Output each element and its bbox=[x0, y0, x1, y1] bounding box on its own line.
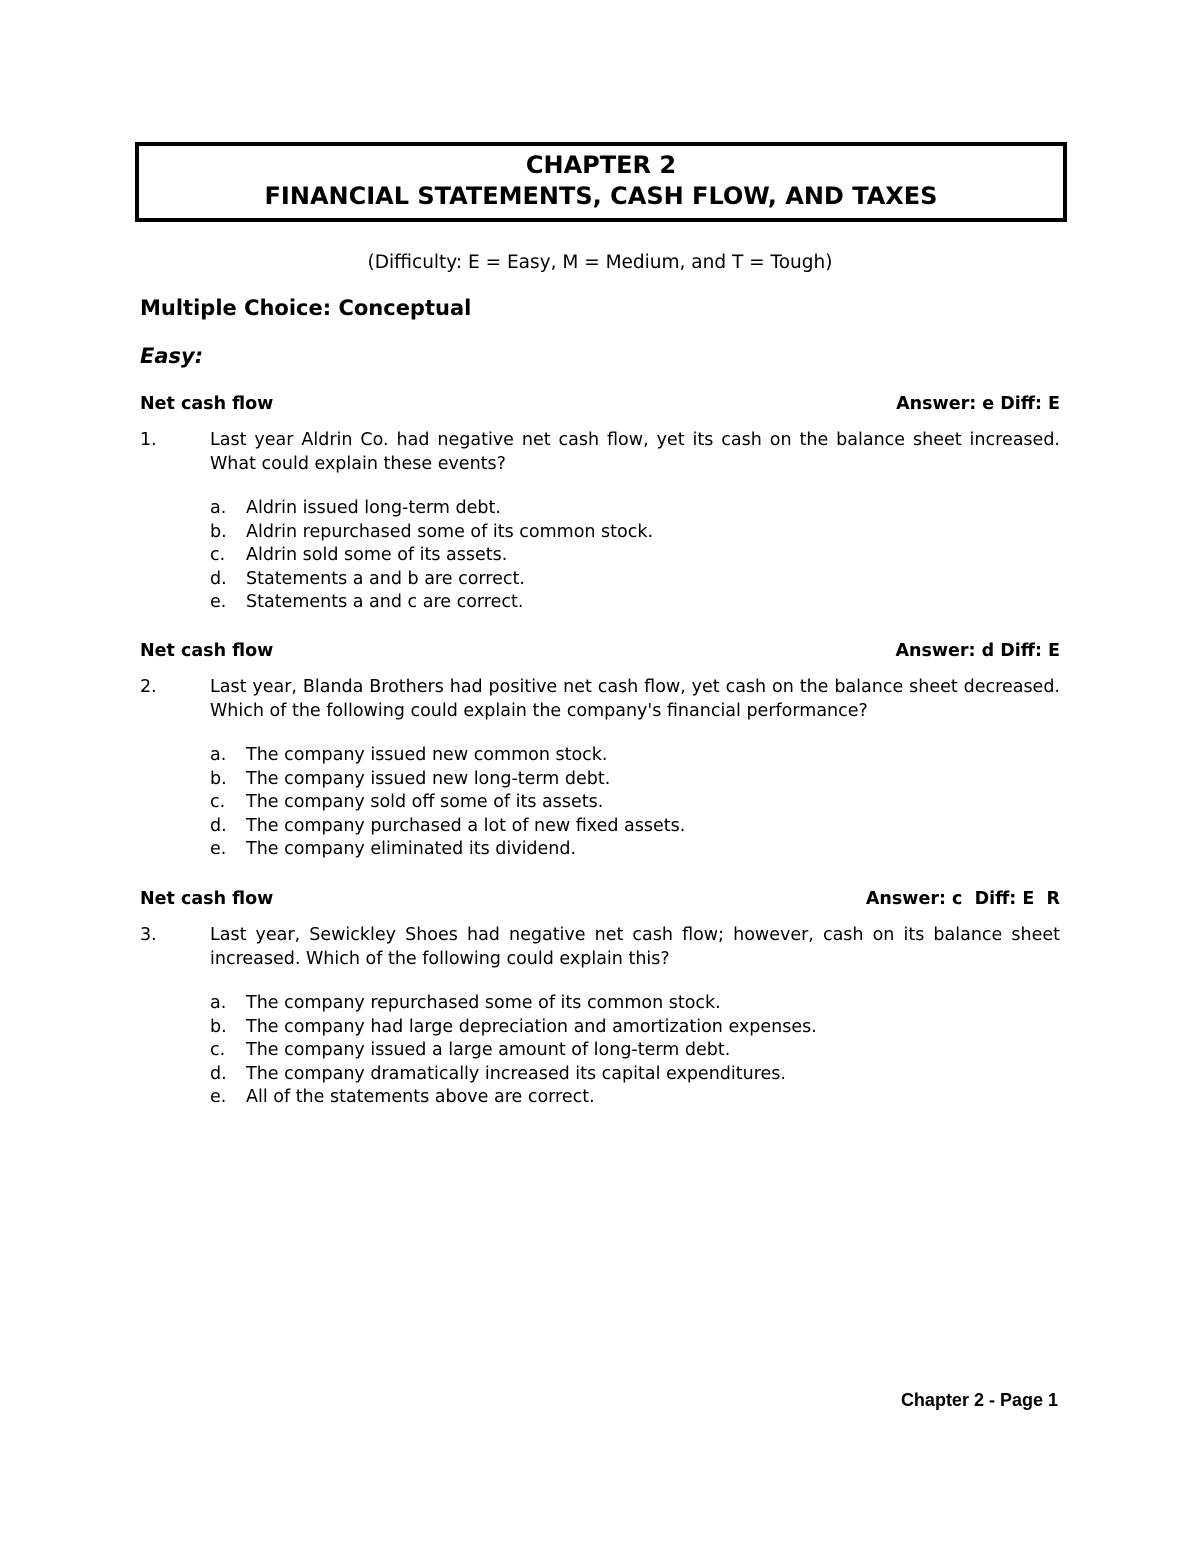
question-1 bbox=[140, 394, 1060, 615]
choice-item bbox=[210, 568, 1060, 592]
choice-text: The company eliminated its dividend. bbox=[246, 839, 577, 859]
question-topic: Net cash flow bbox=[140, 889, 274, 909]
choice-letter: c. bbox=[210, 792, 226, 812]
chapter-number: CHAPTER 2 bbox=[525, 151, 677, 179]
choice-letter: a. bbox=[210, 498, 227, 518]
choice-text: The company purchased a lot of new fixed assets. bbox=[246, 815, 686, 836]
question-body bbox=[140, 428, 1060, 476]
question-number: 1. bbox=[140, 430, 157, 450]
choice-item bbox=[210, 744, 1060, 768]
choice-letter: c. bbox=[210, 545, 226, 565]
question-body bbox=[140, 675, 1060, 723]
choice-letter: b. bbox=[210, 768, 227, 789]
chapter-title: FINANCIAL STATEMENTS, CASH FLOW, AND TAXES bbox=[264, 182, 938, 210]
choice-letter: b. bbox=[210, 521, 227, 542]
choice-item bbox=[210, 591, 1060, 615]
choice-text: The company issued new common stock. bbox=[246, 745, 608, 765]
choice-letter: e. bbox=[210, 592, 227, 612]
choice-item bbox=[210, 768, 1060, 792]
choice-item bbox=[210, 838, 1060, 862]
choice-text: The company dramatically increased its capital expenditures. bbox=[246, 1063, 786, 1084]
choice-letter: e. bbox=[210, 1087, 227, 1107]
choice-item bbox=[210, 791, 1060, 815]
choice-letter: d. bbox=[210, 1063, 227, 1084]
difficulty-legend: (Difficulty: E = Easy, M = Medium, and T = Tough) bbox=[367, 252, 833, 273]
question-text: Last year, Sewickley Shoes had negative net cash flow; however, cash on its balance sheet increased. Which of the following could explain this? bbox=[210, 925, 1060, 969]
answer-choices bbox=[210, 497, 1060, 615]
chapter-title-box bbox=[135, 142, 1067, 222]
choice-item bbox=[210, 497, 1060, 521]
difficulty-subsection: Easy: bbox=[140, 344, 204, 368]
page-footer: Chapter 2 - Page 1 bbox=[900, 1390, 1058, 1410]
choice-text: The company issued a large amount of long-term debt. bbox=[246, 1040, 731, 1060]
answer-choices bbox=[210, 992, 1060, 1110]
choice-letter: a. bbox=[210, 745, 227, 765]
choice-item bbox=[210, 992, 1060, 1016]
question-header bbox=[140, 394, 1060, 418]
choice-letter: d. bbox=[210, 815, 227, 836]
choice-text: Aldrin repurchased some of its common stock. bbox=[246, 521, 654, 542]
question-header bbox=[140, 889, 1060, 913]
answer-choices bbox=[210, 744, 1060, 862]
question-topic: Net cash flow bbox=[140, 641, 274, 661]
choice-letter: b. bbox=[210, 1016, 227, 1037]
choice-text: Aldrin sold some of its assets. bbox=[246, 545, 508, 565]
question-body bbox=[140, 923, 1060, 971]
answer-key: Answer: d Diff: E bbox=[895, 641, 1060, 661]
question-3 bbox=[140, 889, 1060, 1110]
choice-letter: e. bbox=[210, 839, 227, 859]
question-text: Last year Aldrin Co. had negative net cash flow, yet its cash on the balance sheet increased. What could explain these events? bbox=[210, 430, 1060, 474]
choice-text: Statements a and c are correct. bbox=[246, 592, 524, 612]
choice-letter: a. bbox=[210, 993, 227, 1013]
choice-item bbox=[210, 1063, 1060, 1087]
question-number: 3. bbox=[140, 925, 157, 945]
choice-text: Statements a and b are correct. bbox=[246, 568, 525, 589]
question-2 bbox=[140, 641, 1060, 862]
choice-text: Aldrin issued long-term debt. bbox=[246, 498, 501, 518]
section-title: Multiple Choice: Conceptual bbox=[140, 296, 472, 320]
choice-text: The company had large depreciation and amortization expenses. bbox=[246, 1016, 817, 1037]
question-header bbox=[140, 641, 1060, 665]
question-number: 2. bbox=[140, 677, 157, 697]
choice-letter: d. bbox=[210, 568, 227, 589]
question-topic: Net cash flow bbox=[140, 394, 274, 414]
answer-key: Answer: e Diff: E bbox=[896, 394, 1060, 414]
choice-item bbox=[210, 815, 1060, 839]
choice-text: The company repurchased some of its common stock. bbox=[246, 993, 721, 1013]
choice-letter: c. bbox=[210, 1040, 226, 1060]
choice-item bbox=[210, 521, 1060, 545]
answer-key: Answer: c Diff: E R bbox=[865, 889, 1060, 909]
choice-item bbox=[210, 1016, 1060, 1040]
question-text: Last year, Blanda Brothers had positive net cash flow, yet cash on the balance sheet decreased. Which of the following could explain the company's financial performance? bbox=[210, 677, 1060, 721]
choice-item bbox=[210, 544, 1060, 568]
choice-text: The company sold off some of its assets. bbox=[246, 792, 604, 812]
choice-item bbox=[210, 1039, 1060, 1063]
choice-text: All of the statements above are correct. bbox=[246, 1087, 595, 1107]
choice-item bbox=[210, 1086, 1060, 1110]
choice-text: The company issued new long-term debt. bbox=[246, 768, 611, 789]
